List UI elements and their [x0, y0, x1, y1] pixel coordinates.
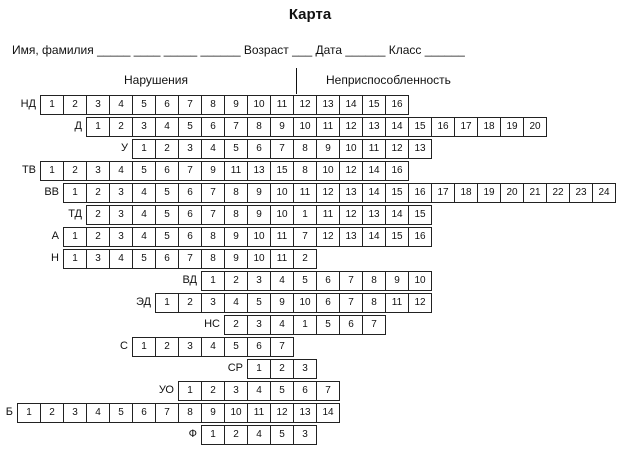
- grid-cell[interactable]: 5: [132, 249, 156, 269]
- grid-cell[interactable]: 15: [385, 183, 409, 203]
- grid-cell[interactable]: 1: [201, 425, 225, 445]
- grid-cell[interactable]: 14: [362, 227, 386, 247]
- grid-cell[interactable]: 12: [339, 161, 363, 181]
- grid-cell[interactable]: 9: [201, 161, 225, 181]
- grid-cell[interactable]: 3: [109, 183, 133, 203]
- grid-cell[interactable]: 7: [178, 249, 202, 269]
- grid-cell[interactable]: 2: [224, 315, 248, 335]
- grid-cell[interactable]: 4: [270, 315, 294, 335]
- grid-cell[interactable]: 12: [339, 205, 363, 225]
- grid-cell[interactable]: 6: [316, 271, 340, 291]
- grid-cell[interactable]: 15: [408, 205, 432, 225]
- row-label: ЭД: [136, 296, 151, 308]
- grid-cell[interactable]: 12: [408, 293, 432, 313]
- grid-cell[interactable]: 4: [86, 403, 110, 423]
- grid-cell[interactable]: 7: [270, 139, 294, 159]
- grid-cell[interactable]: 3: [86, 95, 110, 115]
- grid-cell[interactable]: 4: [109, 161, 133, 181]
- grid-cell[interactable]: 10: [270, 183, 294, 203]
- grid-cell[interactable]: 3: [247, 315, 271, 335]
- grid-cell[interactable]: 5: [293, 271, 317, 291]
- grid-cell[interactable]: 12: [270, 403, 294, 423]
- grid-cell[interactable]: 7: [362, 315, 386, 335]
- form-header-line: Имя, фамилия _____ ____ _____ ______ Возраст ___ Дата ______ Класс ______: [12, 43, 465, 57]
- grid-cell[interactable]: 3: [224, 381, 248, 401]
- grid-cell[interactable]: 19: [500, 117, 524, 137]
- grid-cell[interactable]: 12: [293, 95, 317, 115]
- grid-cell[interactable]: 22: [546, 183, 570, 203]
- row-label: НС: [204, 318, 220, 330]
- grid-cell[interactable]: 10: [316, 161, 340, 181]
- grid-cell[interactable]: 10: [293, 117, 317, 137]
- grid-cell[interactable]: 1: [132, 337, 156, 357]
- grid-cell[interactable]: 1: [155, 293, 179, 313]
- grid-cell[interactable]: 3: [178, 139, 202, 159]
- grid-cell[interactable]: 11: [293, 183, 317, 203]
- grid-cell[interactable]: 8: [178, 403, 202, 423]
- grid-cell[interactable]: 3: [293, 359, 317, 379]
- grid-cell[interactable]: 8: [224, 183, 248, 203]
- grid-cell[interactable]: 5: [270, 381, 294, 401]
- grid-cell[interactable]: 11: [385, 293, 409, 313]
- row-label: А: [51, 230, 59, 242]
- grid-cell[interactable]: 1: [63, 249, 87, 269]
- grid-cell[interactable]: 12: [385, 139, 409, 159]
- grid-cell[interactable]: 1: [293, 315, 317, 335]
- grid-cell[interactable]: 4: [270, 271, 294, 291]
- grid-cell[interactable]: 6: [178, 205, 202, 225]
- grid-cell[interactable]: 16: [385, 95, 409, 115]
- grid-cell[interactable]: 2: [293, 249, 317, 269]
- grid-cell[interactable]: 9: [247, 183, 271, 203]
- grid-cell[interactable]: 11: [316, 117, 340, 137]
- grid-cell[interactable]: 12: [316, 227, 340, 247]
- grid-cell[interactable]: 8: [201, 249, 225, 269]
- grid-cell[interactable]: 1: [63, 227, 87, 247]
- grid-cell[interactable]: 7: [224, 117, 248, 137]
- grid-cell[interactable]: 4: [201, 337, 225, 357]
- grid-cell[interactable]: 8: [362, 293, 386, 313]
- grid-cell[interactable]: 10: [270, 205, 294, 225]
- grid-cell[interactable]: 5: [247, 293, 271, 313]
- grid-cell[interactable]: 13: [362, 117, 386, 137]
- grid-cell[interactable]: 7: [339, 293, 363, 313]
- grid-cell[interactable]: 4: [109, 95, 133, 115]
- grid-cell[interactable]: 7: [339, 271, 363, 291]
- row-label: ТД: [68, 208, 82, 220]
- grid-cell[interactable]: 2: [155, 139, 179, 159]
- grid-cell[interactable]: 3: [293, 425, 317, 445]
- grid-cell[interactable]: 3: [201, 293, 225, 313]
- grid-cell[interactable]: 11: [362, 139, 386, 159]
- grid-cell[interactable]: 13: [339, 227, 363, 247]
- grid-cell[interactable]: 3: [132, 117, 156, 137]
- section-divider: [296, 68, 297, 94]
- grid-cell[interactable]: 4: [155, 117, 179, 137]
- grid-cell[interactable]: 1: [178, 381, 202, 401]
- grid-cell[interactable]: 8: [362, 271, 386, 291]
- grid-cell[interactable]: 7: [316, 381, 340, 401]
- grid-cell[interactable]: 3: [86, 161, 110, 181]
- grid-cell[interactable]: 1: [132, 139, 156, 159]
- grid-cell[interactable]: 7: [178, 95, 202, 115]
- grid-cell[interactable]: 2: [178, 293, 202, 313]
- grid-cell[interactable]: 2: [63, 95, 87, 115]
- grid-cell[interactable]: 1: [86, 117, 110, 137]
- grid-cell[interactable]: 14: [362, 161, 386, 181]
- row-label: У: [121, 142, 128, 154]
- grid-cell[interactable]: 11: [270, 95, 294, 115]
- grid-cell[interactable]: 6: [155, 161, 179, 181]
- grid-cell[interactable]: 6: [201, 117, 225, 137]
- grid-cell[interactable]: 9: [316, 139, 340, 159]
- grid-cell[interactable]: 3: [109, 205, 133, 225]
- grid-cell[interactable]: 23: [569, 183, 593, 203]
- grid-cell[interactable]: 7: [155, 403, 179, 423]
- row-label: ТВ: [21, 164, 36, 176]
- grid-cell[interactable]: 7: [201, 205, 225, 225]
- grid-cell[interactable]: 13: [339, 183, 363, 203]
- grid-cell[interactable]: 2: [86, 205, 110, 225]
- grid-cell[interactable]: 5: [155, 205, 179, 225]
- grid-cell[interactable]: 10: [224, 403, 248, 423]
- grid-cell[interactable]: 5: [178, 117, 202, 137]
- grid-cell[interactable]: 5: [224, 337, 248, 357]
- grid-cell[interactable]: 4: [224, 293, 248, 313]
- row-label: Ф: [188, 428, 197, 440]
- grid-cell[interactable]: 6: [132, 403, 156, 423]
- grid-cell[interactable]: 10: [339, 139, 363, 159]
- grid-cell[interactable]: 1: [247, 359, 271, 379]
- grid-cell[interactable]: 6: [339, 315, 363, 335]
- grid-cell[interactable]: 16: [431, 117, 455, 137]
- grid-cell[interactable]: 1: [40, 161, 64, 181]
- grid-cell[interactable]: 6: [155, 249, 179, 269]
- grid-cell[interactable]: 6: [178, 183, 202, 203]
- grid-cell[interactable]: 15: [362, 95, 386, 115]
- grid-cell[interactable]: 9: [224, 227, 248, 247]
- grid-cell[interactable]: 2: [86, 183, 110, 203]
- grid-cell[interactable]: 8: [224, 205, 248, 225]
- grid-cell[interactable]: 3: [109, 227, 133, 247]
- page-title: Карта: [288, 6, 332, 23]
- grid-cell[interactable]: 6: [178, 227, 202, 247]
- grid-cell[interactable]: 8: [201, 95, 225, 115]
- grid-cell[interactable]: 15: [385, 227, 409, 247]
- grid-cell[interactable]: 16: [385, 161, 409, 181]
- grid-cell[interactable]: 16: [408, 227, 432, 247]
- grid-cell[interactable]: 6: [247, 139, 271, 159]
- grid-cell[interactable]: 2: [224, 425, 248, 445]
- row-label: ВВ: [44, 186, 59, 198]
- grid-cell[interactable]: 11: [270, 249, 294, 269]
- grid-cell[interactable]: 14: [385, 117, 409, 137]
- grid-cell[interactable]: 9: [270, 117, 294, 137]
- grid-cell[interactable]: 8: [201, 227, 225, 247]
- grid-cell[interactable]: 14: [316, 403, 340, 423]
- grid-cell[interactable]: 1: [293, 205, 317, 225]
- row-label: СР: [227, 362, 243, 374]
- grid-cell[interactable]: 3: [178, 337, 202, 357]
- grid-cell[interactable]: 10: [247, 249, 271, 269]
- grid-cell[interactable]: 11: [224, 161, 248, 181]
- grid-cell[interactable]: 9: [270, 293, 294, 313]
- grid-cell[interactable]: 3: [63, 403, 87, 423]
- grid-cell[interactable]: 5: [316, 315, 340, 335]
- grid-cell[interactable]: 5: [155, 183, 179, 203]
- grid-cell[interactable]: 15: [408, 117, 432, 137]
- grid-cell[interactable]: 5: [132, 95, 156, 115]
- grid-cell[interactable]: 2: [224, 271, 248, 291]
- row-label: С: [120, 340, 128, 352]
- grid-cell[interactable]: 9: [224, 249, 248, 269]
- grid-cell[interactable]: 13: [362, 205, 386, 225]
- grid-cell[interactable]: 6: [293, 381, 317, 401]
- grid-cell[interactable]: 8: [293, 139, 317, 159]
- grid-cell[interactable]: 18: [454, 183, 478, 203]
- grid-cell[interactable]: 10: [247, 95, 271, 115]
- grid-cell[interactable]: 14: [339, 95, 363, 115]
- grid-cell[interactable]: 12: [316, 183, 340, 203]
- grid-cell[interactable]: 5: [155, 227, 179, 247]
- grid-cell[interactable]: 6: [316, 293, 340, 313]
- grid-cell[interactable]: 2: [86, 227, 110, 247]
- row-label: Д: [74, 120, 82, 132]
- grid-cell[interactable]: 12: [339, 117, 363, 137]
- grid-cell[interactable]: 19: [477, 183, 501, 203]
- grid-cell[interactable]: 9: [247, 205, 271, 225]
- grid-cell[interactable]: 1: [17, 403, 41, 423]
- grid-cell[interactable]: 2: [63, 161, 87, 181]
- grid-cell[interactable]: 9: [224, 95, 248, 115]
- grid-cell[interactable]: 13: [408, 139, 432, 159]
- grid-cell[interactable]: 4: [201, 139, 225, 159]
- grid-cell[interactable]: 1: [201, 271, 225, 291]
- grid-cell[interactable]: 24: [592, 183, 616, 203]
- grid-cell[interactable]: 4: [132, 227, 156, 247]
- grid-cell[interactable]: 6: [155, 95, 179, 115]
- row-label: ВД: [182, 274, 197, 286]
- grid-cell[interactable]: 8: [293, 161, 317, 181]
- grid-cell[interactable]: 3: [247, 271, 271, 291]
- grid-cell[interactable]: 2: [155, 337, 179, 357]
- grid-cell[interactable]: 18: [477, 117, 501, 137]
- grid-cell[interactable]: 6: [247, 337, 271, 357]
- grid-cell[interactable]: 16: [408, 183, 432, 203]
- grid-cell[interactable]: 17: [454, 117, 478, 137]
- grid-cell[interactable]: 5: [109, 403, 133, 423]
- grid-cell[interactable]: 7: [270, 337, 294, 357]
- grid-cell[interactable]: 3: [86, 249, 110, 269]
- grid-cell[interactable]: 4: [132, 183, 156, 203]
- grid-cell[interactable]: 7: [201, 183, 225, 203]
- grid-cell[interactable]: 2: [270, 359, 294, 379]
- grid-cell[interactable]: 17: [431, 183, 455, 203]
- grid-cell[interactable]: 13: [293, 403, 317, 423]
- section-title-maladaptation: Неприспособленность: [326, 73, 451, 87]
- grid-cell[interactable]: 13: [316, 95, 340, 115]
- row-label: Н: [51, 252, 59, 264]
- grid-cell[interactable]: 1: [63, 183, 87, 203]
- grid-cell[interactable]: 14: [362, 183, 386, 203]
- grid-cell[interactable]: 5: [224, 139, 248, 159]
- grid-cell[interactable]: 4: [109, 249, 133, 269]
- grid-cell[interactable]: 9: [385, 271, 409, 291]
- grid-cell[interactable]: 20: [523, 117, 547, 137]
- grid-cell[interactable]: 1: [40, 95, 64, 115]
- grid-cell[interactable]: 2: [109, 117, 133, 137]
- row-label: Б: [5, 406, 13, 418]
- grid-cell[interactable]: 14: [385, 205, 409, 225]
- grid-cell[interactable]: 15: [270, 161, 294, 181]
- grid-cell[interactable]: 7: [178, 161, 202, 181]
- grid-cell[interactable]: 4: [247, 381, 271, 401]
- grid-cell[interactable]: 10: [408, 271, 432, 291]
- grid-cell[interactable]: 20: [500, 183, 524, 203]
- grid-cell[interactable]: 21: [523, 183, 547, 203]
- grid-cell[interactable]: 4: [247, 425, 271, 445]
- grid-cell[interactable]: 9: [201, 403, 225, 423]
- grid-cell[interactable]: 2: [201, 381, 225, 401]
- grid-cell[interactable]: 11: [316, 205, 340, 225]
- grid-cell[interactable]: 11: [270, 227, 294, 247]
- grid-cell[interactable]: 4: [132, 205, 156, 225]
- grid-cell[interactable]: 10: [293, 293, 317, 313]
- grid-cell[interactable]: 8: [247, 117, 271, 137]
- grid-cell[interactable]: 2: [40, 403, 64, 423]
- grid-cell[interactable]: 7: [293, 227, 317, 247]
- grid-cell[interactable]: 5: [270, 425, 294, 445]
- row-label: УО: [158, 384, 174, 396]
- row-label: НД: [20, 98, 36, 110]
- section-title-violations: Нарушения: [124, 73, 189, 87]
- grid-cell[interactable]: 10: [247, 227, 271, 247]
- grid-cell[interactable]: 13: [247, 161, 271, 181]
- grid-cell[interactable]: 5: [132, 161, 156, 181]
- grid-cell[interactable]: 11: [247, 403, 271, 423]
